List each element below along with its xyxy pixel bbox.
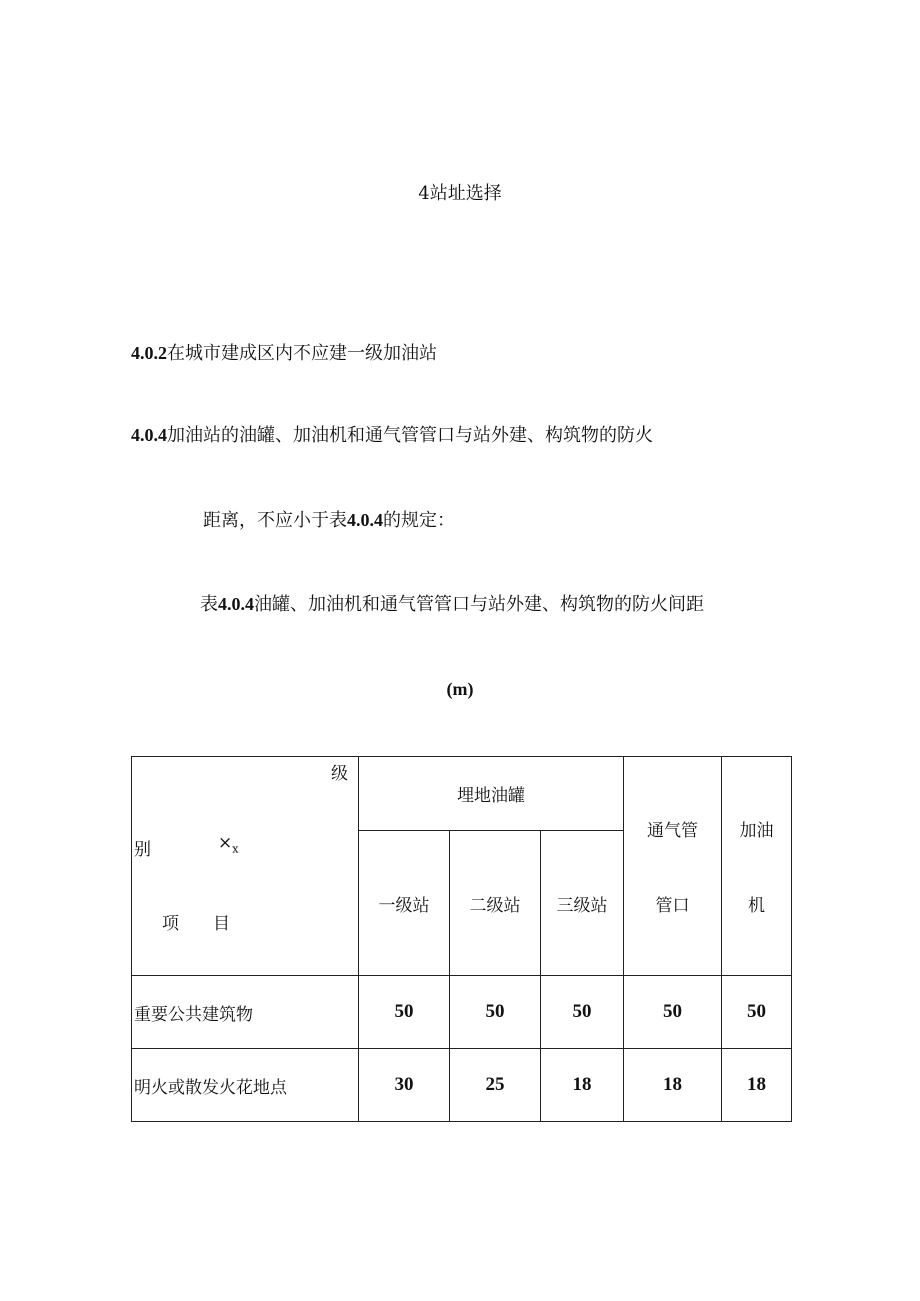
corner-category-label: 别 bbox=[134, 840, 151, 860]
clause-text: 的规定： bbox=[383, 510, 455, 531]
table-unit: (m) bbox=[446, 679, 474, 699]
clause-number: 4.0.4 bbox=[131, 425, 167, 445]
table-cell: 18 bbox=[624, 1049, 722, 1122]
table-cell: 50 bbox=[450, 976, 541, 1049]
table-cell: 50 bbox=[359, 976, 450, 1049]
table-cell: 25 bbox=[450, 1049, 541, 1122]
clause-text: 距离，不应小于表 bbox=[203, 510, 347, 531]
table-row bbox=[132, 1049, 792, 1122]
fire-distance-table bbox=[131, 756, 792, 1122]
buried-tank-header: 埋地油罐 bbox=[359, 757, 624, 831]
chapter-title: 4站址选择 bbox=[418, 183, 502, 204]
table-corner-header bbox=[132, 757, 359, 976]
table-row bbox=[132, 976, 792, 1049]
caption-text: 油罐、加油机和通气管管口与站外建、构筑物的防火间距 bbox=[254, 594, 704, 615]
vent-pipe-header-line1: 通气管 bbox=[647, 821, 698, 841]
row-label: 重要公共建筑物 bbox=[132, 976, 359, 1049]
dispenser-header-line2: 机 bbox=[748, 896, 765, 916]
table-cell: 18 bbox=[541, 1049, 624, 1122]
clause-number: 4.0.2 bbox=[131, 343, 167, 363]
caption-number: 4.0.4 bbox=[218, 594, 254, 614]
table-cell: 30 bbox=[359, 1049, 450, 1122]
corner-cross-mark: $\times_x$ bbox=[218, 833, 239, 856]
corner-level-label: 级 bbox=[331, 764, 348, 784]
caption-prefix: 表 bbox=[200, 594, 218, 615]
vent-pipe-header-line2: 管口 bbox=[655, 896, 690, 916]
clause-4-0-4-continuation bbox=[203, 508, 455, 533]
table-caption bbox=[200, 592, 704, 617]
dispenser-header bbox=[722, 757, 792, 976]
table-cell: 50 bbox=[541, 976, 624, 1049]
clause-4-0-4 bbox=[131, 423, 653, 448]
table-reference: 4.0.4 bbox=[347, 510, 383, 530]
clause-text: 加油站的油罐、加油机和通气管管口与站外建、构筑物的防火 bbox=[167, 425, 653, 446]
clause-text: 在城市建成区内不应建一级加油站 bbox=[167, 343, 437, 364]
table-cell: 18 bbox=[722, 1049, 792, 1122]
row-label: 明火或散发火花地点 bbox=[132, 1049, 359, 1122]
dispenser-header-line1: 加油 bbox=[739, 821, 774, 841]
level-2-station-header: 二级站 bbox=[450, 831, 541, 976]
table-cell: 50 bbox=[624, 976, 722, 1049]
table-cell: 50 bbox=[722, 976, 792, 1049]
clause-4-0-2 bbox=[131, 341, 437, 366]
level-1-station-header: 一级站 bbox=[359, 831, 450, 976]
level-3-station-header: 三级站 bbox=[541, 831, 624, 976]
vent-pipe-header bbox=[624, 757, 722, 976]
corner-item-label: 项 目 bbox=[162, 914, 230, 934]
